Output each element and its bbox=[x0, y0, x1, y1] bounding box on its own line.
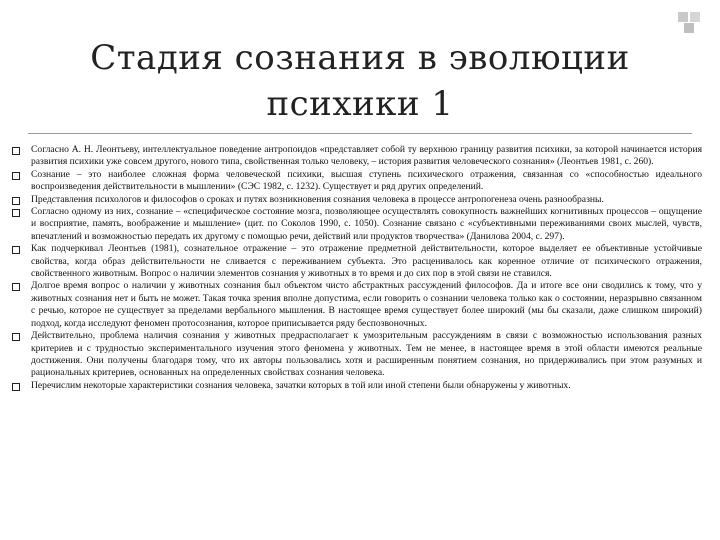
slide-title-line-1: Стадия сознания в эволюции bbox=[90, 38, 630, 78]
list-item-text: Долгое время вопрос о наличии у животных сознания был объектом чисто абстрактных рассуждений философов. Да и итоге все они сводились к тому, что у животных сознания нет и быть не может. Такая точка зрения вполне допустима, если говорить о сознании человека только как о состоянии, неразрывно связанном с речью, которое не существует за пределами вербального мышления. В настоящее время существует более широкий (мы бы сказали, даже слишком широкий) подход, когда исследуют феномен протосознания, которое приписывается ряду беспозвоночных. bbox=[31, 280, 702, 329]
square-bullet-icon bbox=[12, 383, 20, 391]
slide-title-line-2: психики 1 bbox=[266, 84, 454, 124]
title-divider bbox=[28, 133, 692, 134]
square-bullet-icon bbox=[12, 333, 20, 341]
list-item bbox=[10, 144, 702, 169]
list-item-text: Перечислим некоторые характеристики сознания человека, зачатки которых в той или иной степени были обнаружены у животных. bbox=[31, 379, 571, 391]
bullet-list bbox=[10, 144, 702, 392]
square-bullet-icon bbox=[12, 147, 20, 155]
list-item bbox=[10, 169, 702, 194]
square-bullet-icon bbox=[12, 209, 20, 217]
list-item-text: Согласно А. Н. Леонтьеву, интеллектуальное поведение антропоидов «представляет собой ту верхнюю границу развития психики, за которой начинается история развития психики уже совсем другого, нового типа, свойственная только человеку, – история развития человеческого сознания» (Леонтьев 1981, с. 260). bbox=[31, 144, 702, 168]
square-bullet-icon bbox=[12, 283, 20, 291]
list-item bbox=[10, 206, 702, 243]
list-item bbox=[10, 280, 702, 330]
list-item-text: Действительно, проблема наличия сознания у животных предрасполагает к умозрительным рассуждениям в связи с возможностью использования разных критериев и с трудностью экспериментального изучения этого феномена у животных. Тем не менее, в настоящее время в этой области имеются реальные достижения. Они получены благодаря тому, что их авторы пользовались хотя и расширенным понятием сознания, но придерживались при этом разумных и рациональных критериев, основанных на определенных свойствах сознания человека. bbox=[31, 330, 702, 379]
decorative-squares bbox=[678, 12, 706, 34]
decor-square bbox=[684, 23, 694, 33]
square-bullet-icon bbox=[12, 197, 20, 205]
list-item-text: Согласно одному из них, сознание – «специфическое состояние мозга, позволяющее осуществлять совокупность важнейших когнитивных процессов – ощущение и восприятие, память, воображение и мышление» (цит. по Соколов 1990, с. 1050). Сознание связано с «субъективными переживаниями своих мыслей, чувств, впечатлений и возможностью передать их другому с помощью речи, действий или продуктов творчества» (Данилова 2004, с. 297). bbox=[31, 206, 702, 242]
list-item bbox=[10, 243, 702, 280]
list-item bbox=[10, 194, 702, 206]
slide-title bbox=[60, 35, 660, 127]
list-item-text: Сознание – это наиболее сложная форма человеческой психики, высшая ступень психического отражения, связанная со «способностью идеального воспроизведения действительности в мышлении» (СЭС 1982, с. 1232). Существует и ряд других определений. bbox=[31, 168, 702, 193]
list-item bbox=[10, 380, 702, 392]
decor-square bbox=[690, 12, 700, 22]
decor-square bbox=[678, 12, 688, 22]
square-bullet-icon bbox=[12, 246, 20, 254]
square-bullet-icon bbox=[12, 172, 20, 180]
list-item-text: Представления психологов и философов о сроках и путях возникновения сознания человека в процессе антропогенеза очень разнообразны. bbox=[31, 193, 604, 205]
list-item-text: Как подчеркивал Леонтьев (1981), сознательное отражение – это отражение предметной действительности, которое выделяет ее объективные устойчивые свойства, когда образ действительности не сливается с переживанием субъекта. Это расценивалось как коренное отличие от психического отражения, свойственного животным. Вопрос о наличии элементов сознания у животных в то время и до сих пор в этой связи не ставился. bbox=[31, 243, 702, 280]
list-item bbox=[10, 330, 702, 380]
